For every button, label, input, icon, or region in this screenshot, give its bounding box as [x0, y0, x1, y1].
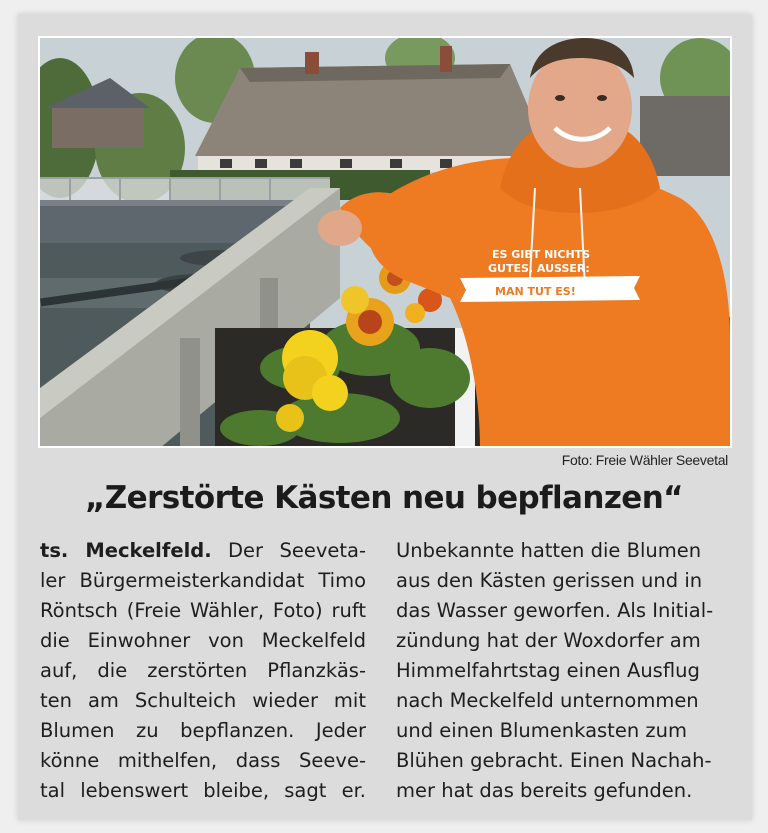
article-line	[40, 536, 366, 566]
article-column-left	[40, 536, 366, 806]
article-column-right	[396, 536, 722, 806]
article-line: nach Meckelfeld unternommen	[396, 689, 699, 712]
article-line: Röntsch (Freie Wähler, Foto) ruft	[40, 599, 366, 622]
article-line: könne mithelfen, dass Seeve-	[40, 749, 366, 772]
article-line: auf, die zerstörten Pflanzkäs-	[40, 659, 366, 682]
article-line: ler Bürgermeisterkandidat Timo	[40, 569, 366, 592]
article-line: und einen Blumenkasten zum	[396, 719, 687, 742]
article-line: das Wasser geworfen. Als Initial-	[396, 599, 714, 622]
article-headline: „Zerstörte Kästen neu bepflanzen“	[85, 480, 683, 516]
dateline: ts. Meckelfeld.	[40, 539, 212, 562]
article-photo	[38, 36, 732, 448]
article-line: zündung hat der Woxdorfer am	[396, 629, 701, 652]
article-line: tal lebenswert bleibe, sagt er.	[40, 779, 366, 802]
sweatshirt-text-2: GUTES, AUSSER:	[488, 262, 590, 275]
article-line: Unbekannte hatten die Blumen	[396, 539, 702, 562]
article-line: aus den Kästen gerissen und in	[396, 569, 703, 592]
article-line: Blühen gebracht. Einen Nachah-	[396, 749, 712, 772]
sweatshirt-text-1: ES GIBT NICHTS	[492, 248, 591, 261]
sweatshirt-text-3: MAN TUT ES!	[495, 285, 576, 298]
article-text: Der Seeveta-	[228, 539, 366, 562]
article-line: mer hat das bereits gefunden.	[396, 779, 693, 802]
photo-credit: Foto: Freie Wähler Seevetal	[561, 452, 728, 468]
article-line: Blumen zu bepflanzen. Jeder	[40, 719, 366, 742]
article-line: ten am Schulteich wieder mit	[40, 689, 366, 712]
article-line: die Einwohner von Meckelfeld	[40, 629, 366, 652]
photo-illustration	[40, 38, 730, 446]
article-line: Himmelfahrtstag einen Ausflug	[396, 659, 700, 682]
